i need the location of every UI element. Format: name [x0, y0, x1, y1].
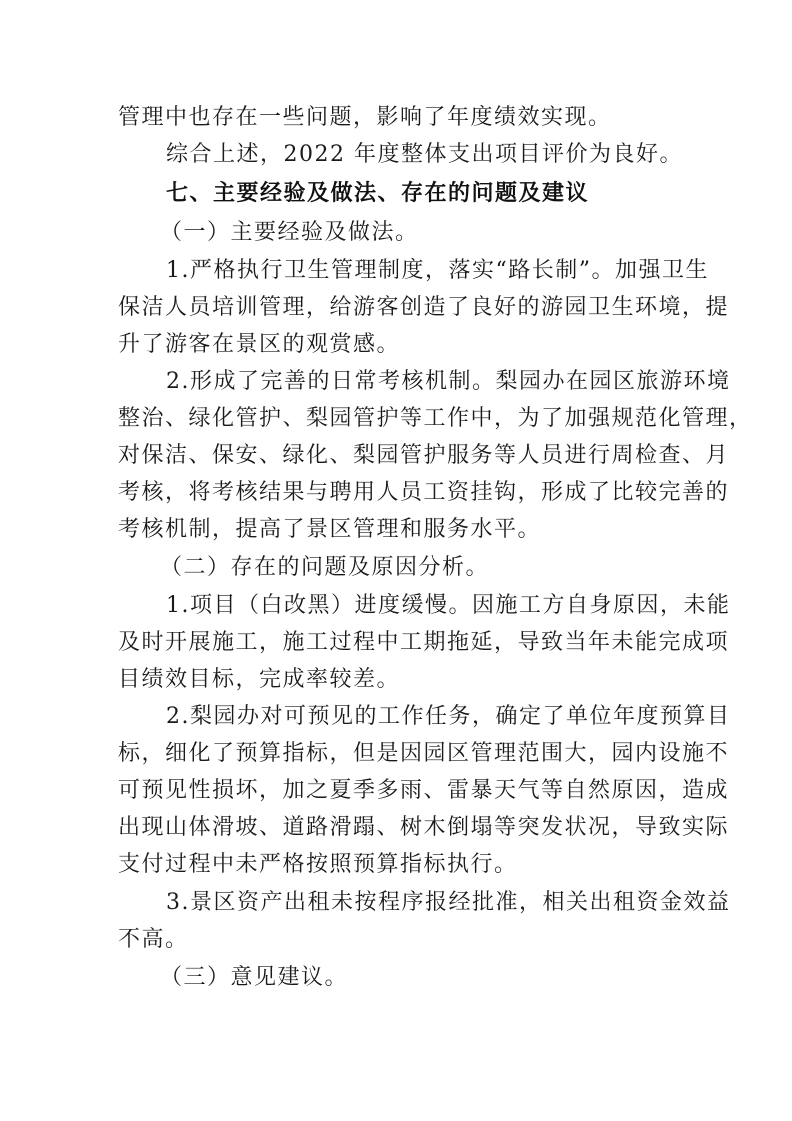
- section-heading-7: 七、主要经验及做法、存在的问题及建议: [166, 181, 590, 206]
- problem-item-1-line-3: 目绩效目标，完成率较差。: [118, 667, 401, 692]
- problem-item-2-line-4: 出现山体滑坡、道路滑蹋、树木倒塌等突发状况，导致实际: [118, 815, 730, 840]
- experience-item-1-line-1: 1.严格执行卫生管理制度，落实“路长制”。加强卫生: [166, 258, 709, 283]
- summary-paragraph: 综合上述，2022 年度整体支出项目评价为良好。: [166, 142, 683, 167]
- experience-item-2-line-4: 考核，将考核结果与聘用人员工资挂钩，形成了比较完善的: [118, 480, 730, 505]
- experience-item-1-line-2: 保洁人员培训管理，给游客创造了良好的游园卫生环境，提: [118, 295, 730, 320]
- problem-item-1-line-1: 1.项目（白改黑）进度缓慢。因施工方自身原因，未能: [166, 593, 731, 618]
- subheading-2: （二）存在的问题及原因分析。: [160, 555, 490, 580]
- experience-item-2-line-5: 考核机制，提高了景区管理和服务水平。: [118, 517, 542, 542]
- problem-item-2-line-5: 支付过程中未严格按照预算指标执行。: [118, 852, 518, 877]
- problem-item-2-line-2: 标，细化了预算指标，但是因园区管理范围大，园内设施不: [118, 741, 730, 766]
- problem-item-1-line-2: 及时开展施工，施工过程中工期拖延，导致当年未能完成项: [118, 630, 730, 655]
- problem-item-2-line-1: 2.梨园办对可预见的工作任务，确定了单位年度预算目: [166, 704, 731, 729]
- paragraph-continuation: 管理中也存在一些问题，影响了年度绩效实现。: [118, 105, 612, 130]
- problem-item-2-line-3: 可预见性损坏，加之夏季多雨、雷暴天气等自然原因，造成: [118, 778, 730, 803]
- experience-item-1-line-3: 升了游客在景区的观赏感。: [118, 332, 401, 357]
- experience-item-2-line-2: 整治、绿化管护、梨园管护等工作中，为了加强规范化管理，: [118, 406, 753, 431]
- subheading-3: （三）意见建议。: [160, 965, 349, 990]
- experience-item-2-line-3: 对保洁、保安、绿化、梨园管护服务等人员进行周检查、月: [118, 443, 730, 468]
- problem-item-3-line-1: 3.景区资产出租未按程序报经批准，相关出租资金效益: [166, 890, 731, 915]
- experience-item-2-line-1: 2.形成了完善的日常考核机制。梨园办在园区旅游环境: [166, 369, 731, 394]
- subheading-1: （一）主要经验及做法。: [160, 220, 419, 245]
- problem-item-3-line-2: 不高。: [118, 927, 189, 952]
